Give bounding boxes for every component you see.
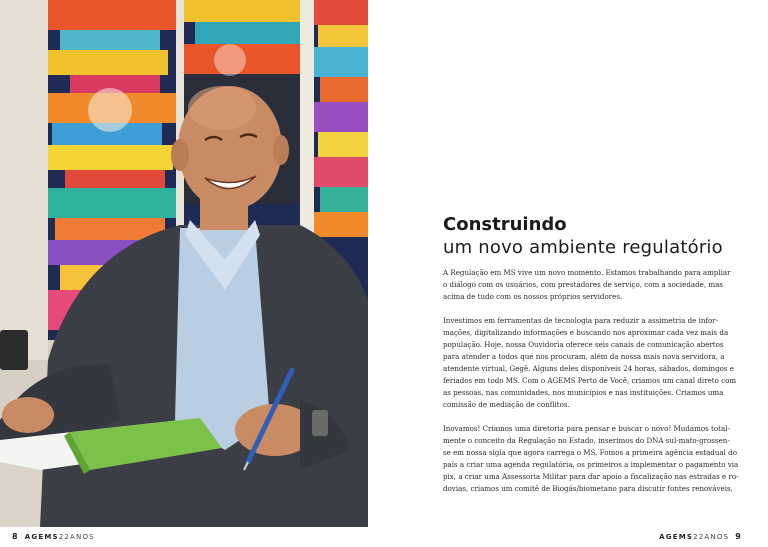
footer-left [6, 532, 95, 541]
paragraph-line: para atender a todos que nos procuram, além da nossa mais nova servidora, a [443, 352, 725, 361]
article-title-line-1: Construindo [443, 214, 567, 235]
page-footer [0, 527, 768, 547]
paragraph-line: atendente virtual, Gegê. Alguns deles disponíveis 24 horas, sábados, domingos e [443, 364, 734, 373]
page-number-right: 9 [735, 532, 742, 541]
footer-years-left: 22ANOS [58, 533, 95, 541]
paragraph-line: mente o conceito da Regulação no Estado, inserimos do DNA sul-mato-grossen- [443, 436, 730, 445]
article-title-line-2: um novo ambiente regulatório [443, 237, 723, 258]
article-body [443, 267, 748, 507]
footer-right [659, 532, 748, 541]
footer-brand-right: AGEMS [659, 533, 694, 541]
paragraph-1 [443, 267, 748, 303]
paragraph-line: as pessoas, nas comunidades, nos municípios e nas instituições. Criamos uma [443, 388, 724, 397]
cover-photo [0, 0, 368, 527]
paragraph-line: comissão de mediação de conflitos. [443, 400, 570, 409]
paragraph-line: acima de tudo com os nossos próprios servidores. [443, 292, 623, 301]
page-number-left: 8 [12, 532, 19, 541]
footer-brand-left: AGEMS [24, 533, 59, 541]
paragraph-line: Inovamos! Criamos uma diretoria para pensar e buscar o novo! Mudamos total- [443, 424, 730, 433]
paragraph-line: feriados em todo MS. Com o AGEMS Perto de Você, criamos um canal direto com [443, 376, 737, 385]
article-title [443, 214, 723, 260]
paragraph-2 [443, 315, 748, 411]
paragraph-line: se em nossa sigla que agora carrega o MS. Fomos a primeira agência estadual do [443, 448, 737, 457]
paragraph-line: dovias, criamos um comitê de Biogás/biometano para discutir fontes renováveis, [443, 484, 733, 493]
paragraph-3 [443, 423, 748, 495]
paragraph-line: o diálogo com os usuários, com prestadores de serviço, com a sociedade, mas [443, 280, 723, 289]
paragraph-line: população. Hoje, nossa Ouvidoria oferece seis canais de comunicação abertos [443, 340, 724, 349]
paragraph-line: pix, a criar uma Assessoria Militar para dar apoio a fiscalização nas estradas e ro- [443, 472, 739, 481]
paragraph-line: mações, digitalizando informações e buscando nos aproximar cada vez mais da [443, 328, 729, 337]
paragraph-line: país a criar uma agenda regulatória, os primeiros a implementar o pagamento via [443, 460, 739, 469]
photo-illustration [0, 0, 368, 527]
paragraph-line: Investimos em ferramentas de tecnologia para reduzir a assimetria de infor- [443, 316, 719, 325]
footer-years-right: 22ANOS [693, 533, 730, 541]
paragraph-line: A Regulação em MS vive um novo momento. Estamos trabalhando para ampliar [443, 268, 731, 277]
